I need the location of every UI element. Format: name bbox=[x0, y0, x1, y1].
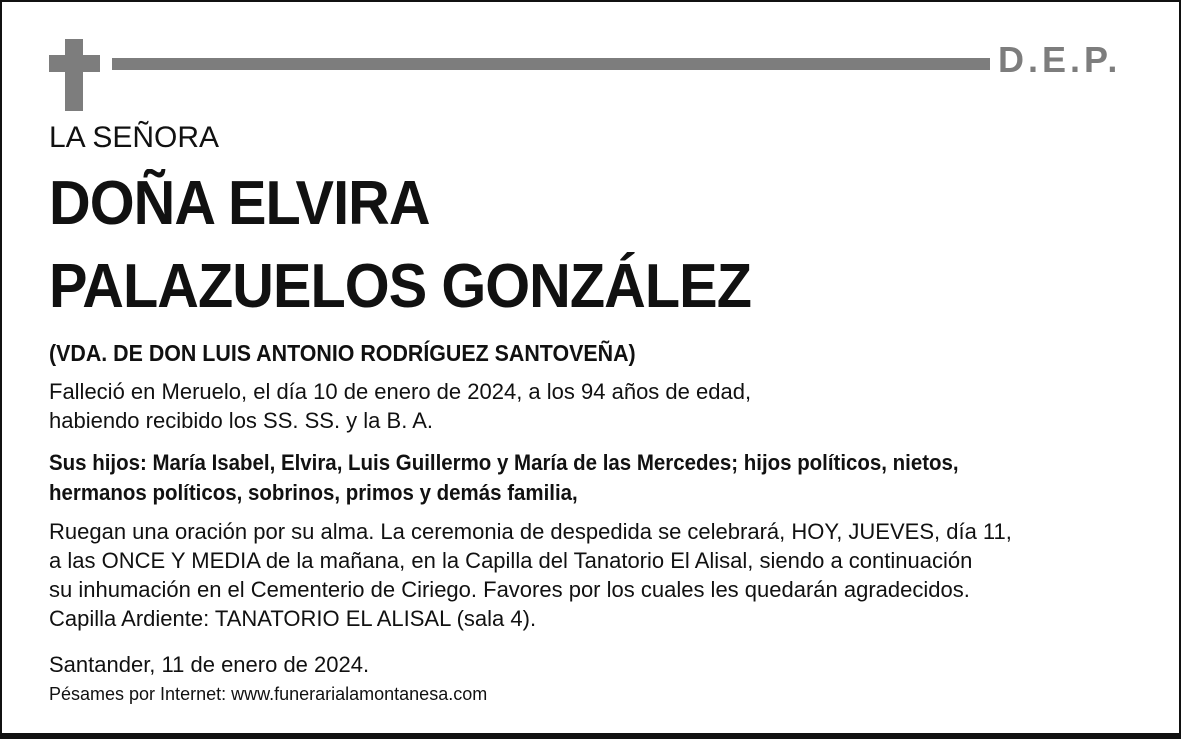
death-details bbox=[49, 377, 751, 435]
ceremony-details-line: a las ONCE Y MEDIA de la mañana, en la Capilla del Tanatorio El Alisal, siendo a continuación bbox=[49, 548, 973, 573]
cross-icon-crossbar bbox=[49, 55, 100, 72]
ceremony-details-line: Capilla Ardiente: TANATORIO EL ALISAL (sala 4). bbox=[49, 606, 537, 631]
family-list bbox=[49, 448, 959, 508]
place-date: Santander, 11 de enero de 2024. bbox=[49, 652, 370, 677]
family-list-line: hermanos políticos, sobrinos, primos y demás familia, bbox=[49, 480, 578, 505]
ceremony-details bbox=[49, 517, 1012, 633]
widow-of-line: (VDA. DE DON LUIS ANTONIO RODRÍGUEZ SANTOVEÑA) bbox=[49, 340, 636, 366]
deceased-name-line-2: PALAZUELOS GONZÁLEZ bbox=[49, 252, 751, 321]
deceased-name-line-1: DOÑA ELVIRA bbox=[49, 169, 430, 238]
death-details-line: Falleció en Meruelo, el día 10 de enero de 2024, a los 94 años de edad, bbox=[49, 379, 752, 404]
death-details-line: habiendo recibido los SS. SS. y la B. A. bbox=[49, 408, 434, 433]
cross-icon bbox=[65, 39, 83, 111]
notice-title: LA SEÑORA bbox=[49, 121, 220, 154]
condolences-website: Pésames por Internet: www.funerarialamontanesa.com bbox=[49, 684, 488, 704]
header-rule bbox=[112, 58, 990, 70]
ceremony-details-line: su inhumación en el Cementerio de Ciriego. Favores por los cuales les quedarán agradecidos. bbox=[49, 577, 970, 602]
ceremony-details-line: Ruegan una oración por su alma. La ceremonia de despedida se celebrará, HOY, JUEVES, día 11, bbox=[49, 519, 1012, 544]
family-list-line: Sus hijos: María Isabel, Elvira, Luis Guillermo y María de las Mercedes; hijos políticos, nietos, bbox=[49, 450, 959, 475]
dep-label: D.E.P. bbox=[998, 39, 1122, 80]
